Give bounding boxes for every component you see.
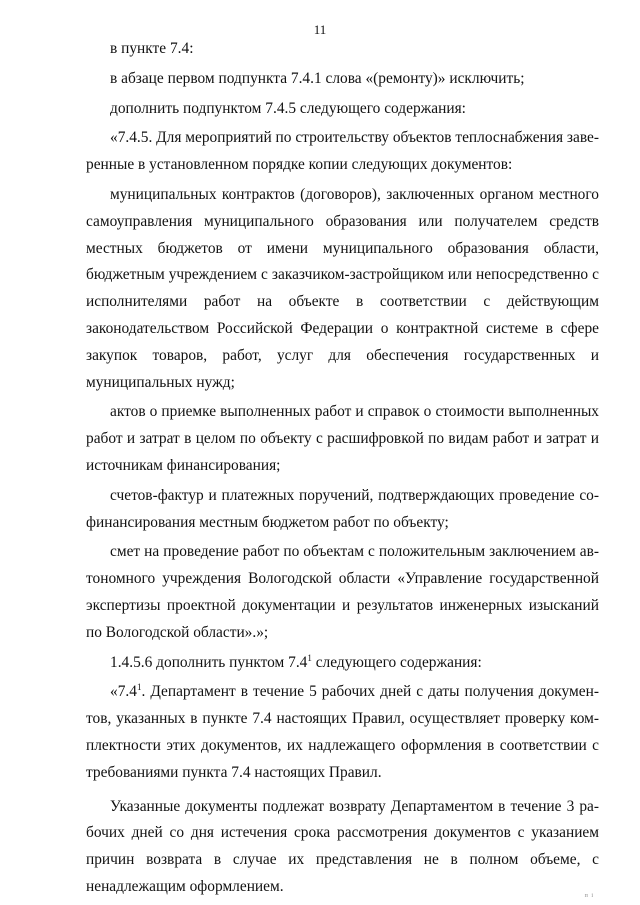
paragraph-text-before: 1.4.5.6 дополнить пунктом 7.4 (110, 653, 308, 671)
superscript: 1 (307, 652, 312, 663)
paragraph-estimates: смет на проведение работ по объектам с положительным заключением автономного учреждения Вологодской области «Управление государственной экспертизы проектной документации и результатов инженерных изысканий по Вологодской области».»; (86, 543, 599, 641)
paragraph-text-after: следующего содержания: (311, 653, 482, 671)
paragraph-amend-7-4-1: в абзаце первом подпункта 7.4.1 слова «(ремонту)» исключить; (110, 69, 525, 87)
corner-mark: п і (584, 893, 594, 899)
paragraph-acceptance-acts: актов о приемке выполненных работ и справок о стоимости выполненных работ и затрат в целом по объекту с расшифровкой по видам работ и затрат и источникам финансирования; (86, 403, 599, 474)
paragraph-point-7-4-heading: в пункте 7.4: (110, 40, 194, 57)
paragraph-add-7-4-1-sup (86, 650, 599, 677)
document-body (86, 36, 599, 901)
paragraph-invoices: счетов-фактур и платежных поручений, подтверждающих проведение софинансирования местным бюджетом работ по объекту; (86, 486, 599, 531)
paragraph-municipal-contracts: муниципальных контрактов (договоров), заключенных органом местного самоуправления муниципального образования или получателем средств местных бюджетов от имени муниципального образования области, бюджетным учреждением с заказчиком-застройщиком или непосредственно с исполнителями работ на объекте в соответствии с действующим законодательством Российской Федерации о контрактной системе в сфере закупок товаров, работ, услуг для обеспечения государственных и муниципальных нужд; (86, 185, 599, 391)
superscript: 1 (136, 682, 142, 693)
page-number: 11 (313, 22, 327, 37)
paragraph-text-after: . Департамент в течение 5 рабочих дней с даты получения документов, указанных в пункте 7.4 настоящих Правил, осуществляет проверку комплектности этих документов, их надлежащего оформления в соответствии с требованиями пункта 7.4 настоящих Правил. (86, 683, 599, 781)
paragraph-add-7-4-5: дополнить подпунктом 7.4.5 следующего содержания: (110, 99, 466, 117)
paragraph-7-4-5-intro: «7.4.5. Для мероприятий по строительству объектов теплоснабжения заверенные в установленном порядке копии следующих документов: (86, 129, 599, 174)
paragraph-text-before: «7.4 (110, 683, 137, 701)
paragraph-documents-return: Указанные документы подлежат возврату Департаментом в течение 3 рабочих дней со дня истечения срока рассмотрения документов с указанием причин возврата в случае их представления не в полном объеме, с ненадлежащим оформлением. (86, 797, 599, 895)
paragraph-7-4-1-department-check (86, 679, 599, 786)
